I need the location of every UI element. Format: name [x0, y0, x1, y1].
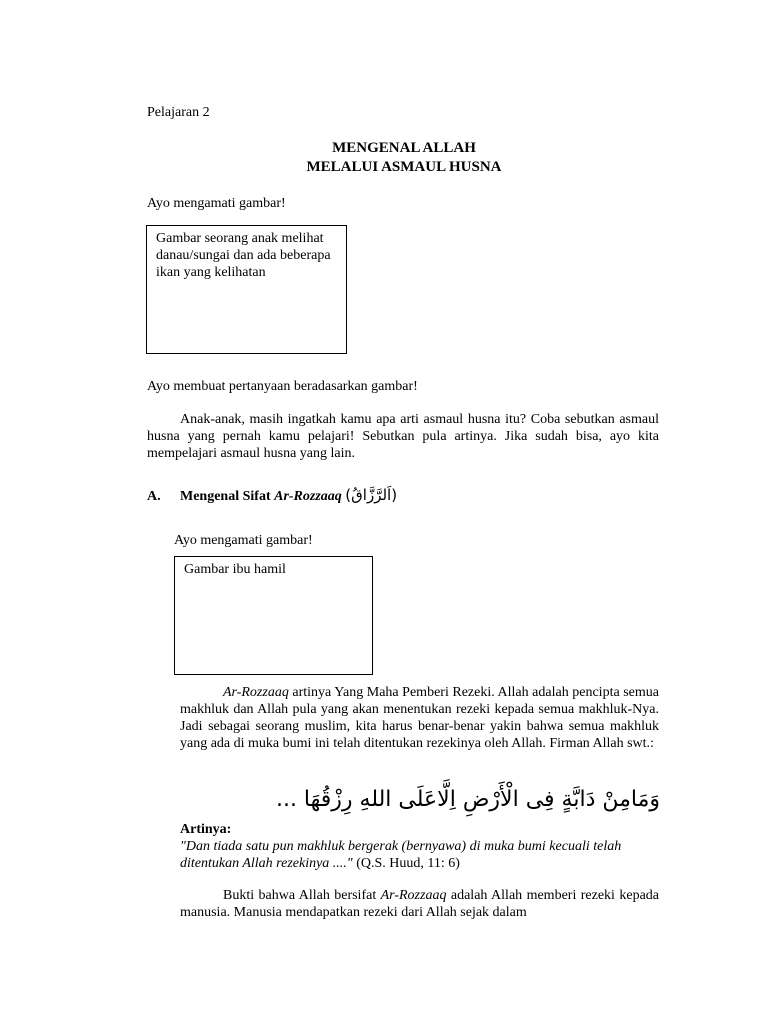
section-a-letter: A.	[147, 489, 161, 504]
intro-paragraph: Anak-anak, masih ingatkah kamu apa arti asmaul husna itu? Coba sebutkan asmaul husna yang pernah kamu pelajari! Sebutkan pula artinya. Jika sudah bisa, ayo kita mempelajari asmaul husna yang lain.	[147, 412, 659, 461]
image-placeholder-text-1: Gambar seorang anak melihat danau/sungai dan ada beberapa ikan yang kelihatan	[156, 231, 331, 280]
proof-paragraph	[180, 887, 659, 921]
image-placeholder-box-2	[174, 556, 373, 675]
explanation-text: artinya Yang Maha Pemberi Rezeki. Allah adalah pencipta semua makhluk dan Allah pula yang akan menentukan rezeki kepada semua makhluk-Nya. Jadi sebagai seorang muslim, kita harus benar-benar yakin bahwa semua makhluk yang ada di muka bumi ini telah ditentukan rezekinya oleh Allah. Firman Allah swt.:	[180, 685, 659, 751]
section-a-paren-open: (	[345, 486, 352, 504]
observe-prompt-2: Ayo mengamati gambar!	[174, 533, 313, 548]
arabic-verse: وَمَامِنْ دَابَّةٍ فِى الْأَرْضِ اِلَّاعَلَى اللهِ رِزْقُهَا ...	[275, 787, 660, 812]
section-a-paren-close: )	[391, 486, 398, 504]
image-placeholder-text-2: Gambar ibu hamil	[184, 562, 286, 577]
proof-text-after: adalah Allah memberi rezeki kepada manusia. Manusia mendapatkan rezeki dari Allah sejak dalam	[180, 888, 659, 920]
explanation-paragraph	[180, 684, 659, 752]
section-a-heading	[147, 487, 397, 505]
explanation-term: Ar-Rozzaaq	[223, 685, 289, 700]
section-a-prefix: Mengenal Sifat	[180, 489, 271, 504]
section-a-arabic-name: اَلرَّزَّاقُ	[351, 486, 392, 504]
section-a-name: Ar-Rozzaaq	[274, 489, 342, 504]
proof-term: Ar-Rozzaaq	[380, 888, 447, 903]
translation-quote: "Dan tiada satu pun makhluk bergerak (bernyawa) di muka bumi kecuali telah ditentukan Allah rezekinya ...."	[180, 839, 622, 871]
translation-label: Artinya:	[180, 822, 232, 837]
translation-body	[180, 838, 659, 872]
lesson-label: Pelajaran 2	[147, 105, 210, 120]
image-placeholder-box-1	[146, 225, 347, 354]
proof-text-before: Bukti bahwa Allah bersifat	[223, 888, 381, 903]
question-prompt: Ayo membuat pertanyaan beradasarkan gambar!	[147, 379, 418, 394]
translation-reference: (Q.S. Huud, 11: 6)	[352, 856, 460, 871]
translation-block	[180, 821, 659, 872]
title-line-1: MENGENAL ALLAH	[332, 140, 476, 156]
observe-prompt-1: Ayo mengamati gambar!	[147, 196, 286, 211]
title-line-2: MELALUI ASMAUL HUSNA	[306, 159, 502, 175]
